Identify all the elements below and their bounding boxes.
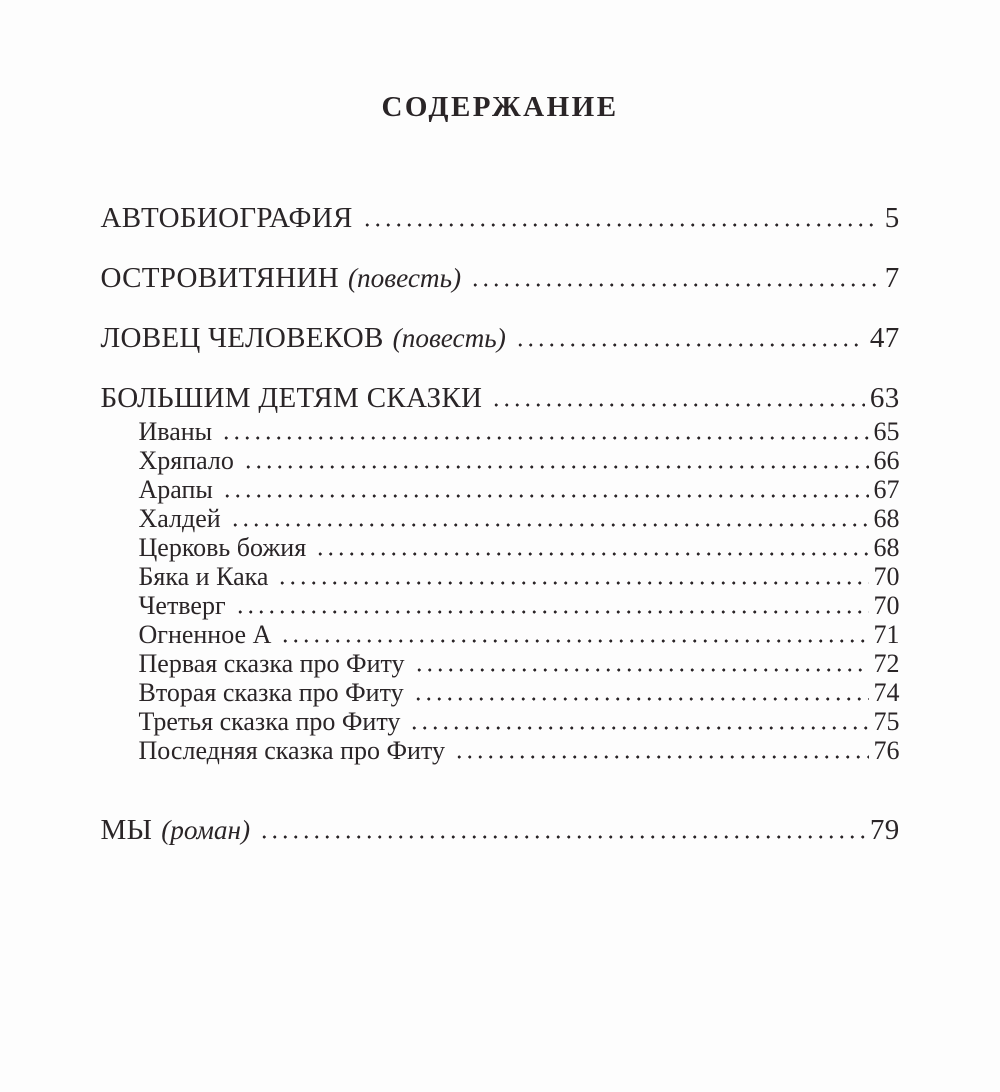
toc-entry [101,533,900,562]
toc-entry-page-number: 71 [873,620,900,649]
toc-entry-title: АВТОБИОГРАФИЯ [100,202,353,234]
toc-entry-page-number: 70 [873,591,900,620]
toc-list [101,202,900,846]
toc-entry-genre: (роман) [161,815,251,845]
toc-entry-title: Огненное А [138,620,272,649]
dot-leader-icon [315,552,868,556]
toc-entry [101,322,900,354]
book-contents-page [0,92,1000,1092]
toc-entry-title: Арапы [138,475,213,504]
dot-leader-icon [413,697,869,701]
dot-leader-icon [235,610,869,614]
toc-entry-page-number: 66 [873,446,900,475]
toc-entry-title: Первая сказка про Фиту [138,649,405,678]
toc-entry [101,591,900,620]
toc-entry [101,262,900,294]
page-title: СОДЕРЖАНИЕ [381,91,619,123]
toc-entry-title: МЫ [100,814,153,846]
toc-entry-title: ОСТРОВИТЯНИН [100,262,339,294]
dot-leader-icon [362,223,880,227]
toc-entry-page-number: 70 [873,562,900,591]
toc-entry [101,446,900,475]
toc-entry [101,620,900,649]
toc-entry-title: Иваны [138,417,213,446]
toc-entry-page-number: 47 [869,322,900,354]
toc-entry-title: Четверг [138,591,226,620]
toc-entry-title: БОЛЬШИМ ДЕТЯМ СКАЗКИ [100,382,483,414]
toc-entry-title: ЛОВЕЦ ЧЕЛОВЕКОВ [100,322,384,354]
toc-entry-page-number: 75 [873,707,900,736]
toc-entry [101,707,900,736]
dot-leader-icon [222,494,869,498]
toc-entry-page-number: 68 [873,533,900,562]
dot-leader-icon [221,436,868,440]
toc-entry-page-number: 76 [873,736,900,765]
dot-leader-icon [409,726,868,730]
toc-entry-page-number: 72 [873,649,900,678]
toc-entry [101,562,900,591]
toc-entry-genre: (повесть) [392,323,506,353]
toc-entry-page-number: 5 [884,202,900,234]
dot-leader-icon [414,668,869,672]
toc-entry-page-number: 79 [869,814,900,846]
toc-entry-title: Халдей [138,504,221,533]
dot-leader-icon [280,639,868,643]
toc-entry [101,649,900,678]
toc-entry-title: Вторая сказка про Фиту [138,678,404,707]
toc-entry [101,382,900,414]
dot-leader-icon [491,403,865,407]
dot-leader-icon [259,835,865,839]
toc-entry-page-number: 68 [873,504,900,533]
toc-entry-title: Последняя сказка про Фиту [138,736,445,765]
toc-entry [101,504,900,533]
toc-entry [101,417,900,446]
toc-entry [101,736,900,765]
dot-leader-icon [243,465,869,469]
toc-entry-genre: (повесть) [347,263,462,293]
dot-leader-icon [277,581,868,585]
dot-leader-icon [470,283,880,287]
toc-entry-page-number: 7 [884,262,900,294]
dot-leader-icon [454,755,869,759]
dot-leader-icon [515,343,865,347]
toc-entry-page-number: 63 [869,382,900,414]
toc-entry-page-number: 74 [873,678,900,707]
toc-entry [101,475,900,504]
toc-entry [101,678,900,707]
toc-entry-title: Хряпало [138,446,234,475]
dot-leader-icon [230,523,869,527]
toc-entry-title: Церковь божия [138,533,307,562]
toc-entry [101,202,900,234]
toc-entry-title: Бяка и Кака [138,562,269,591]
toc-entry-page-number: 67 [873,475,900,504]
toc-entry [101,814,900,846]
toc-entry-page-number: 65 [873,417,900,446]
toc-entry-title: Третья сказка про Фиту [138,707,401,736]
